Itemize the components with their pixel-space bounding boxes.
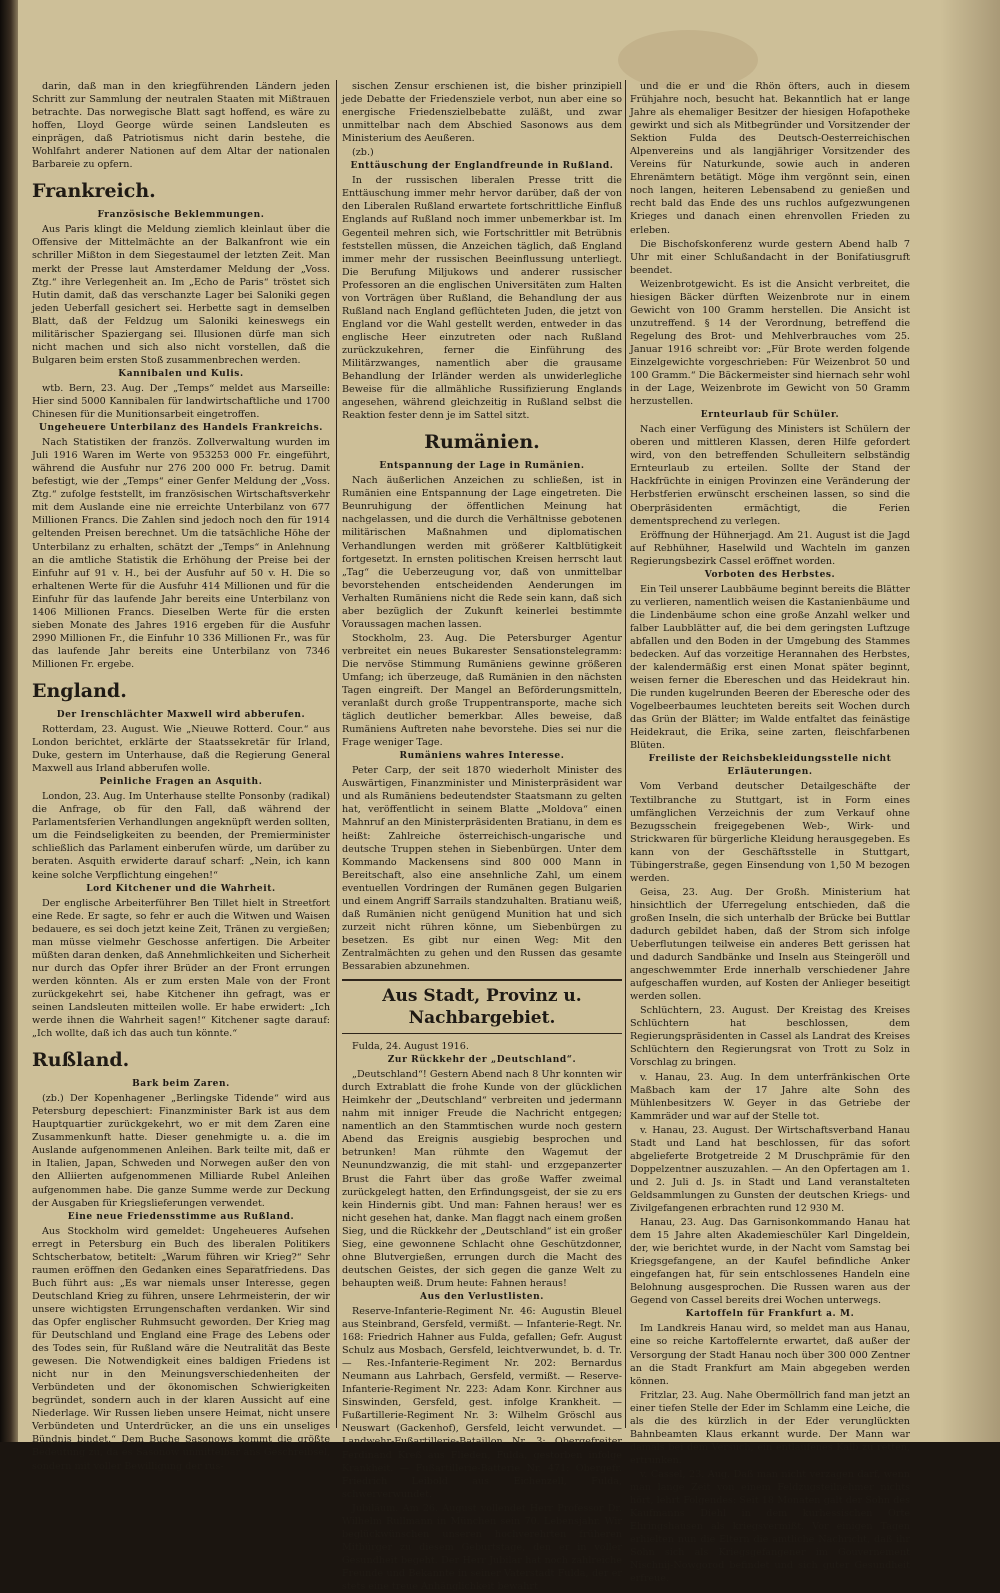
article-paragraph: Aus Paris klingt die Meldung ziemlich kleinlaut über die Offensive der Mittelmächte an der Balkanfront wie ein schriller Mißton in dem Siegestaumel der letzten Zeit. Man merkt der Presse laut Amsterdamer Meldung der „Voss. Ztg.“ ihre Verlegenheit an. Im „Echo de Paris“ tröstet sich Hutin damit, daß das verschanzte Lager bei Saloniki gegen jeden Ueberfall gesichert sei. Herbette sagt in demselben Blatt, daß der Feldzug um Saloniki keineswegs ein militärischer Spaziergang sei. Illusionen dürfe man sich nicht machen und sich also nicht vorstellen, daß die Bulgaren beim ersten Stoß zusammenbrechen werden. — [32, 224, 330, 366]
column-rule — [625, 80, 626, 1428]
article-paragraph: Reserve-Infanterie-Regiment Nr. 46: Augustin Bleuel aus Steinbrand, Gersfeld, vermißt. — Infanterie-Regt. Nr. 168: Friedrich Hahner aus Fulda, gefallen; Gefr. August Schulz aus Mosbach, Gersfeld, leichtverwundet, b. d. Tr. — Res.-Infanterie-Regiment Nr. 202: Bernardus Neumann aus Lahrbach, Gersfeld, vermißt. — Reserve-Infanterie-Regiment Nr. 223: Adam Konr. Kirchner aus Sinswinden, Gersfeld, gest. infolge Krankheit. — Fußartillerie-Regiment Nr. 3: Wilhelm Gröschl aus Neuswart (Gackenhof), Gersfeld, leicht verwundet. — Landwehr-Fußartillerie-Bataillon Nr. 3: Obergefreiter Ferdinand Kreß aus Flieden, Fulda, gestorben infolge Krankheit. — Fußartillerie-Batterie Nr. 471: Obergefr. Friedrich Leibold aus Eichenzell, Fulda, schwerverwundet. — [342, 1305, 622, 1500]
column-rule — [336, 80, 337, 1428]
section-heading: Rußland. — [32, 1049, 130, 1072]
article-paragraph: und die er und die Rhön öfters, auch in diesem Frühjahre noch, besucht hat. Bekanntlich hat er lange Jahre als ehemaliger Besitzer der hiesigen Hofapotheke gewirkt und sich als Mitbegründer und Vorsitzender der Sektion Fulda des Deutsch-Oesterreichischen Alpenvereins und als langjähriger Vorsitzender des Vereins für Naturkunde, sowie auch in anderen Ehrenämtern betätigt. Möge ihm vergönnt sein, einen noch langen, heiteren Lebensabend zu genießen und recht bald das Ende des uns ruchlos aufgezwungenen Krieges und danach einen ehrenvollen Frieden zu erleben. — [630, 81, 910, 236]
article-paragraph: Weizenbrotgewicht. Es ist die Ansicht verbreitet, die hiesigen Bäcker dürften Weizenbrote nur in einem Gewicht von 100 Gramm herstellen. Die Ansicht ist unzutreffend. § 14 der Verordnung, betreffend die Regelung des Brot- und Mehlverbrauches vom 25. Januar 1916 schreibt vor: „Für Brote werden folgende Einzelgewichte vorgeschrieben: Für Weizenbrot 50 und 100 Gramm.“ Die Bäckermeister sind hiernach sehr wohl in der Lage, Weizenbrote im Gewicht von 50 Gramm herzustellen. — [630, 278, 910, 408]
article-paragraph: Rotterdam, 23. August. Wie „Nieuwe Rotterd. Cour.“ aus London berichtet, erklärte der Staatssekretär für Irland, Duke, gestern im Unterhause, daß die Regierung General Maxwell aus Irland abberufen wolle. — [32, 724, 330, 775]
article-headline: Eine neue Friedensstimme aus Rußland. — [67, 1211, 295, 1222]
article-paragraph: v. Cassel, 23. Aug. Daß man nicht verzagen darf, wenn man lange Zeit von einem Feldzugsteilnehmer nichts hört, lehrt Folgendes: Seit 18 Monaten galt der Sohn des Kaufmanns Diehl in dem kurhessischen Orte Ehringshausen als kriegsvermißt. Vor einigen Tagen erhielten nun die Eltern die amtliche Nachricht, daß ihr Sohn sich als Kriegsgefangener im Gouvernement Nischnij-Nowgorod befindet und sich guter Gesundheit erfreue. — [630, 1468, 910, 1585]
article-paragraph: London, 23. Aug. Im Unterhause stellte Ponsonby (radikal) die Anfrage, ob für den Fall, daß während der Parlamentsferien Verhandlungen angeknüpft werden sollten, um die Feindseligkeiten zu beenden, der Premierminister schließlich das Parlament einberufen würde, um darüber zu beraten. Asquith erwiderte darauf scharf: „Nein, ich kann keine solche Verpflichtung eingehen!“ — [32, 791, 330, 881]
article-paragraph: Hanau, 23. Aug. Das Garnisonkommando Hanau hat dem 15 Jahre alten Akademieschüler Karl Dingeldein, der, wie berichtet wurde, in der Nacht vom Samstag bei Kriegsgefangene, an der Kaufel befindliche Anker eingefangen hat, für sein entschlossenes Handeln eine Belohnung ausgesprochen. Die Russen waren aus der Gegend von Cassel bereits drei Wochen unterwegs. — [630, 1217, 910, 1307]
article-paragraph: v. Hanau, 23. August. Der Wirtschaftsverband Hanau Stadt und Land hat beschlossen, für das sofort abgelieferte Brotgetreide 2 M Druschprämie für den Doppelzentner auszuzahlen. — An den Opfertagen am 1. und 2. Juli d. Js. in Stadt und Land veranstalteten Geldsammlungen zu Gunsten der deutschen Kriegs- und Zivilgefangenen erbrachten rund 12 930 M. — [630, 1124, 910, 1214]
column-2 — [342, 80, 622, 1592]
article-headline: Ernteurlaub für Schüler. — [700, 410, 840, 421]
section-heading: Frankreich. — [32, 180, 156, 203]
article-paragraph: In der russischen liberalen Presse tritt die Enttäuschung immer mehr hervor darüber, daß der von den Liberalen Rußland erwartete fortschrittliche Einfluß Englands auf Rußland noch immer unbemerkbar ist. Im Gegenteil mehren sich, wie Fortschrittler mit Betrübnis feststellen müssen, die Anzeichen täglich, daß England immer mehr der russischen Beeinflussung unterliegt. Die Berufung Miljukows und anderer russischer Professoren an die englischen Universitäten zum Halten von Vorträgen über Rußland, die Behandlung der aus Rußland nach England geflüchteten Juden, die jetzt von England vor die Wahl gestellt werden, entweder in das englische Heer einzutreten oder nach Rußland zurückzukehren, ferner die Einführung des Militärzwanges, namentlich aber die grausame Behandlung der Irländer werden als unwiderlegliche Beweise für die allmähliche Russifizierung Englands angesehen, während gleichzeitig in Rußland selbst die Reaktion fester denn je im Sattel sitzt. — [342, 175, 622, 422]
article-paragraph: Nach Statistiken der französ. Zollverwaltung wurden im Juli 1916 Waren im Werte von 953253 000 Fr. eingeführt, während die Ausfuhr nur 276 200 000 Fr. betrug. Damit befestigt, wie der „Temps“ einer Genfer Meldung der „Voss. Ztg.“ zufolge feststellt, im französischen Wirtschaftsverkehr mit dem Auslande eine nie erreichte Unterbilanz von 677 Millionen Francs. Die Zahlen sind jedoch noch den für 1914 geltenden Preisen berechnet. Um die tatsächliche Höhe der Unterbilanz zu erhalten, schätzt der „Temps“ in Anlehnung an die amtliche Statistik die Erhöhung der Preise bei der Einfuhr auf 91 v. H., bei der Ausfuhr auf 50 v. H. Die so erhaltenen Werte für die Ausfuhr 414 Millionen und für die Einfuhr für das laufende Jahr bereits eine Unterbilanz von 1406 Millionen Francs. Dieselben Werte für die ersten sieben Monate des Jahres 1916 ergeben für die Ausfuhr 2990 Millionen Fr., die Einfuhr 10 336 Millionen Fr., was für das laufende Jahr bereits eine Unterbilanz von 7346 Millionen Fr. ergebe. — [32, 437, 330, 670]
article-headline: Vorboten des Herbstes. — [704, 569, 836, 580]
article-headline: Ungeheuere Unterbilanz des Handels Frankreichs. — [39, 423, 323, 434]
article-headline: Rumäniens wahres Interesse. — [399, 751, 565, 762]
article-paragraph: (zb.) Der Kopenhagener „Berlingske Tidende“ wird aus Petersburg depeschiert: Finanzminister Bark ist aus dem Hauptquartier zurückgekehrt, wo er mit dem Zaren eine Zusammenkunft hatte. Dieser genehmigte u. a. die im Auslande aufgenommenen Anleihen. Bark teilte mit, daß er in Italien, Japan, Schweden und Norwegen außer den von den Alliierten aufgenommenen Milliarde Rubel Anleihen aufgenommen habe. Die ganze Summe werde zur Deckung der Ausgaben für Kriegslieferungen verwendet. — [32, 1093, 330, 1209]
article-headline: Entspannung der Lage in Rumänien. — [379, 461, 585, 472]
article-headline: Lord Kitchener und die Wahrheit. — [86, 883, 276, 894]
article-paragraph: sischen Zensur erschienen ist, die bisher prinzipiell jede Debatte der Friedensziele verbot, nun aber eine so energische Friedenszielbebatte zuläßt, und zwar unmittelbar nach dem Abschied Sasonows aus dem Ministerium des Aeußeren. — [342, 81, 622, 145]
article-headline: Freiliste der Reichsbekleidungsstelle nicht Erläuterungen. — [648, 754, 892, 778]
article-paragraph: Fulda, 24. August 1916. — [352, 1041, 469, 1053]
article-headline: Kartoffeln für Frankfurt a. M. — [685, 1309, 855, 1320]
article-headline: Aus den Verlustlisten. — [420, 1291, 544, 1302]
article-headline: Enttäuschung der Englandfreunde in Rußland. — [350, 161, 614, 172]
article-paragraph: Fritzlar, 23. Aug. Nahe Obermöllrich fand man jetzt an einer tiefen Stelle der Eder im Schlamm eine Leiche, die als die des kürzlich in der Eder verunglückten Bahnbeamten Klaus erkannt wurde. Der Mann war damals bei dem Versuch, ein entlaufenes Kalb zu retten, ertrunken. — [630, 1389, 910, 1466]
article-headline: Peinliche Fragen an Asquith. — [99, 777, 263, 788]
local-news-heading: Aus Stadt, Provinz u. Nachbargebiet. — [342, 979, 622, 1034]
article-headline: Bark beim Zaren. — [132, 1079, 230, 1090]
page-edge-shadow — [940, 0, 1000, 1442]
section-heading: Rumänien. — [424, 431, 540, 454]
article-paragraph: Nach einer Verfügung des Ministers ist Schülern der oberen und mittleren Klassen, deren Hilfe gefordert wird, von den betreffenden Schulleitern selbständig Ernteurlaub zu erteilen. Sollte der Stand der Hackfrüchte in einigen Provinzen eine Veränderung der Herbstferien erwünscht erscheinen lassen, so sind die Oberpräsidenten ermächtigt, die Ferien dementsprechend zu verlegen. — [630, 424, 910, 527]
article-paragraph: wtb. Bern, 23. Aug. Der „Temps“ meldet aus Marseille: Hier sind 5000 Kannibalen für landwirtschaftliche und 1700 Chinesen für die Munitionsarbeit eingetroffen. — [32, 382, 330, 421]
section-heading: England. — [32, 679, 127, 702]
article-headline: Französische Beklemmungen. — [97, 210, 265, 221]
article-paragraph: Vom Verband deutscher Detailgeschäfte der Textilbranche zu Stuttgart, ist in Form eines umfänglichen Verzeichnis der zum Verkauf ohne Bezugsschein freigegebenen Web-, Wirk- und Strickwaren für bürgerliche Kleidung herausgegeben. Es kann von der Geschäftsstelle in Stuttgart, Tübingerstraße, gegen Einsendung von 1,50 M bezogen werden. — [630, 781, 910, 884]
book-binding — [0, 0, 18, 1442]
newspaper-page — [18, 0, 1000, 1592]
column-1 — [32, 80, 330, 1472]
article-paragraph: Geisa, 23. Aug. Der Großh. Ministerium hat hinsichtlich der Uferregelung entschieden, daß die großen Inseln, die sich unterhalb der Brücke bei Buttlar dadurch gebildet haben, daß der Strom sich infolge Ueberflutungen teilweise ein anderes Bett gerissen hat und dadurch Sandbänke und Inseln aus Steingeröll und angeschwemmter Erde innerhalb verschiedener Jahre aufgeschaffen wurden, auf Kosten der Anlieger beseitigt werden sollen. — [630, 886, 910, 1003]
article-headline: Kannibalen und Kulis. — [118, 368, 244, 379]
article-paragraph: Stockholm, 23. Aug. Die Petersburger Agentur verbreitet ein neues Bukarester Sensationstelegramm: Die nervöse Stimmung Rumäniens gewinne größeren Umfang; ich überzeuge, daß Rumänien in den nächsten Tagen eingreift. Der Mangel an Beförderungsmitteln, veranlaßt durch große Truppentransporte, mache sich täglich deutlicher bemerkbar. Alles beweise, daß Rumäniens Auftreten nahe bevorstehe. Dies sei nur die Frage weniger Tage. — [342, 632, 622, 749]
article-paragraph: Der englische Arbeiterführer Ben Tillet hielt in Streetfort eine Rede. Er sagte, so fehr er auch die Witwen und Waisen bedauere, es sei doch jetzt keine Zeit, Tränen zu vergießen; man müsse vielmehr Geschosse anfertigen. Die Arbeiter müßten daran denken, daß Annehmlichkeiten und Sicherheit nur durch das Opfer ihrer Brüder an der Front errungen werden könnten. Als er zum ersten Male von der Front zurückgekehrt sei, habe Kitchener ihn gefragt, was er seinen Landsleuten mitteilen wolle. Er habe erwidert: „Ich werde ihnen die Wahrheit sagen!“ Kitchener sagte darauf: „Ich wollte, daß ich das auch tun könnte.“ — [32, 897, 330, 1040]
article-headline: Der Irenschlächter Maxwell wird abberufen. — [56, 709, 306, 720]
article-paragraph: Die Bischofskonferenz wurde gestern Abend halb 7 Uhr mit einer Schlußandacht in der Bonifatiusgruft beendet. — [630, 238, 910, 276]
article-paragraph: Eröffnung der Hühnerjagd. Am 21. August ist die Jagd auf Rebhühner, Haselwild und Wachteln im ganzen Regierungsbezirk Cassel eröffnet worden. — [630, 529, 910, 567]
article-paragraph: Ein Teil unserer Laubbäume beginnt bereits die Blätter zu verlieren, namentlich weisen die Kastanienbäume und die Lindenbäume schon eine große Anzahl welker und falber Laubblätter auf, die bei dem geringsten Luftzuge abfallen und den Boden in der Umgebung des Stammes bedecken. Auf das vorzeitige Herannahen des Herbstes, der kalendermäßig erst einen Monat später beginnt, weisen ferner die Ebereschen und das Heidekraut hin. Die runden kugelrunden Beeren der Eberesche oder des Vogelbeerbaumes leuchteten bereits seit Wochen durch das Grün der Blätter; im Walde entfaltet das feinästige Heidekraut, die Erika, seine zarten, fleischfarbenen Blüten. — [630, 583, 910, 752]
article-paragraph: (zb.) — [352, 147, 374, 159]
article-paragraph: Peter Carp, der seit 1870 wiederholt Minister des Auswärtigen, Finanzminister und Ministerpräsident war und als Rumäniens bedeutendster Staatsmann zu gelten hat, veröffentlicht in seinem Blatte „Moldova“ einen Mahnruf an den Ministerpräsidenten Bratianu, in dem es heißt: Zahlreiche österreichisch-ungarische und deutsche Truppen stehen in Siebenbürgen. Unter dem Kommando Mackensens sind 800 000 Mann in Bereitschaft, also eine ansehnliche Zahl, um einem eventuellen Vordringen der Rumänen gegen Bulgarien und einem Angriff Sarrails standzuhalten. Bratianu weiß, daß Rumänien nicht genügend Munition hat und sich zurzeit nicht rühren könne, um Siebenbürgen zu besetzen. Es gibt nur einen Weg: Mit den Zentralmächten zu gehen und den Russen das gesamte Bessarabien abzunehmen. — [342, 765, 622, 972]
article-paragraph: Jubiläum. Am 26. August vollendet Herr Professor Dr. Wilhelm Rullmann in München sein 70. Lebensjahr. Wir beglückwünschen unseren hochverehrten früheren Mitbürger zu diesem Geburtstage, den er in voller Gesundheit begeht. Der Herr Jubilar hat noch zahlreiche Freunde und Bekannte in seiner Vaterstadt Fulda, der er stets eine treue Anhänglichkeit bewahrt — [342, 1502, 622, 1592]
column-3 — [630, 80, 910, 1585]
article-paragraph: Aus Stockholm wird gemeldet: Ungeheueres Aufsehen erregt in Petersburg ein Buch des liberalen Politikers Schtscherbatow, betitelt: „Warum führen wir Krieg?“ Sehr raumen eröffnen den Gedanken eines Separatfriedens. Das Buch führt aus: „Es war niemals unser Interesse, gegen Deutschland Krieg zu führen, unsere Lehrmeisterin, der wir unsere wichtigsten Errungenschaften verdanken. Wir sind das Opfer englischer Ruhmsucht geworden. Der Krieg mag für Deutschland und England eine Frage des Lebens oder des Todes sein, für Rußland wäre die Neutralität das Beste gewesen. Die Notwendigkeit eines baldigen Friedens ist nicht nur in den Meinungsverschiedenheiten der Verbündeten und der ökonomischen Schwierigkeiten begründet, sondern auch in der klaren Aussicht auf eine Niederlage. Wir Russen lieben unsere Heimat, nicht unsere Verbündeten und Unterdrücker, an die uns ein unseliges Bündnis bindet.“ Dem Buche Sasonows kommt die größte Bedeutung zu, da es Sasonow unmittelbar ans Geschreibsel, sondern mit voller Bewilligung der rus- — [32, 1225, 330, 1472]
article-paragraph: „Deutschland“! Gestern Abend nach 8 Uhr konnten wir durch Extrablatt die frohe Kunde von der glücklichen Heimkehr der „Deutschland“ verbreiten und jedermann nahm mit inniger Freude die Nachricht entgegen; namentlich an den Stammtischen wurde noch gestern Abend das Ereignis ausgiebig besprochen und betrunken! Man rühmte den Wagemut der Neunundzwanzig, die mit stahl- und erzgepanzerter Brust die Fahrt über das große Waffer zweimal zurückgelegt hatten, den Erfindungsgeist, der sie zu ers kein Hindernis gibt. Und man: Fahnen heraus! wer es nicht gesehen hat, danke. Man flaggt nach einem großen Sieg, und die Rückkehr der „Deutschland“ ist ein großer Sieg, eine gewonnene Schlacht ohne Geschützdonner, ohne Blutvergießen, errungen durch die Macht des deutschen Geistes, der sich gegen die ganze Welt zu behaupten weiß. Drum heute: Fahnen heraus! — [342, 1069, 622, 1289]
article-headline: Zur Rückkehr der „Deutschland“. — [387, 1055, 577, 1066]
article-paragraph: darin, daß man in den kriegführenden Ländern jeden Schritt zur Sammlung der neutralen Staaten mit Mißtrauen betrachte. Das norwegische Blatt sagt hoffend, es wäre zu hoffen, Lloyd George würde seinen Landsleuten es einprägen, daß Patriotismus nicht darin bestehe, die Wohlfahrt anderer Nationen auf dem Altar der nationalen Barbareie zu opfern. — [32, 81, 330, 171]
article-paragraph: Nach äußerlichen Anzeichen zu schließen, ist in Rumänien eine Entspannung der Lage eingetreten. Die Beunruhigung der öffentlichen Meinung hat nachgelassen, und die durch die Verhältnisse gebotenen militärischen Maßnahmen und diplomatischen Verhandlungen werden mit größerer Kaltblütigkeit fortgesetzt. In ernsten politischen Kreisen herrscht laut „Tag“ die Ueberzeugung vor, daß von unmittelbar bevorstehenden entscheidenden Aenderungen im Verhalten Rumäniens nicht die Rede sein kann, daß sich aber bezüglich der Zukunft keinerlei bestimmte Voraussagen machen lassen. — [342, 475, 622, 630]
article-paragraph: Schlüchtern, 23. August. Der Kreistag des Kreises Schlüchtern hat beschlossen, dem Regierungspräsidenten in Cassel als Landrat des Kreises Schlüchtern den Regierungsrat von Trott zu Solz in Vorschlag zu bringen. — [630, 1005, 910, 1069]
article-paragraph: Im Landkreis Hanau wird, so meldet man aus Hanau, eine so reiche Kartoffelernte erwartet, daß außer der Versorgung der Stadt Hanau noch über 300 000 Zentner an die Stadt Frankfurt am Main abgegeben werden können. — [630, 1323, 910, 1387]
article-paragraph: v. Hanau, 23. Aug. In dem unterfränkischen Orte Maßbach kam der 17 Jahre alte Sohn des Mühlenbesitzers W. Geyer in das Getriebe der Kammräder und war auf der Stelle tot. — [630, 1071, 910, 1122]
